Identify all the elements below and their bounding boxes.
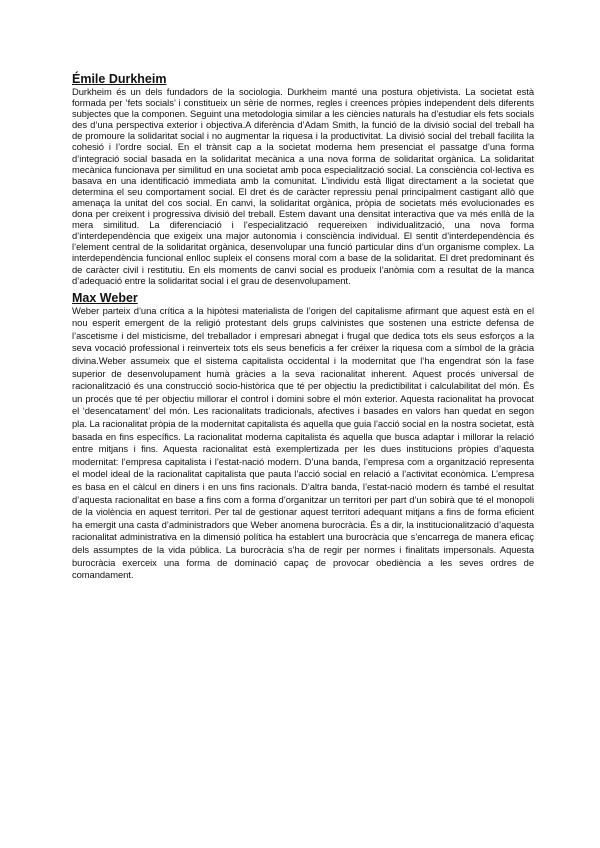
section-title-weber: Max Weber (72, 290, 138, 305)
document-page (72, 72, 534, 582)
section-body-weber: Weber parteix d’una crítica a la hipòtesi materialista de l’origen del capitalisme afirmant que aquest està en el nou esperit emergent de la religió protestant dels grups calvinistes que sostenen una estricte defensa de l’ascetisme i del misticisme, del treballador i empresari abnegat i frugal que dedica tots els seus esforços a la seva vocació professional i reinverteix tots els seus beneficis a fer créixer la riquesa com a símbol de la gràcia divina.Weber assumeix que el sistema capitalista occidental i la modernitat que l’ha engendrat són la fase superior de desenvolupament humà gràcies a la seva racionalitat inherent. Aquest procés universal de racionalització és una construcció socio-històrica que té per objectiu la predictibilitat i calculabilitat del món. És un procés que té per objectiu millorar el control i domini sobre el món exterior. Aquesta racionalitat ha provocat el ‘desencatament’ del món. Les racionalitats tradicionals, afectives i basades en valors han quedat en segon pla. La racionalitat pròpia de la modernitat capitalista és aquella que guia l’acció social en la nostra societat, està basada en fins específics. La racionalitat moderna capitalista és aquella que busca adaptar i millorar la relació entre mitjans i fins. Aquesta racionalitat està exemplertizada per les dues institucions pròpies d’aquesta modernitat: l’empresa capitalista i l’estat-nació modern. D’una banda, l’empresa com a organització representa el model ideal de la racionalitat capitalista que pauta l’acció social en relació a l’activitat econòmica. L’empresa es basa en el càlcul en diners i en uns fins racionals. D’altra banda, l’estat-nació modern és també el resultat d’aquesta racionalitat en base a fins com a forma d’organitzar un territori per part d’un sobirà que té el monopoli de la violència en aquest territori. Per tal de gestionar aquest territori adequant mitjans a fins de forma eficient ha emergit una casta d’administradors que Weber anomena burocràcia. És a dir, la institucionalització d’aquesta racionalitat administrativa en la dimensió política ha establert una burocràcia que s’encarrega de manera eficaç dels assumptes de la vida pública. La burocràcia s’ha de regir per normes i finalitats impersonals. Aquesta burocràcia exerceix una forma de dominació capaç de provocar obediència a les seves ordres de comandament. (72, 304, 534, 581)
section-body-durkheim: Durkheim és un dels fundadors de la sociologia. Durkheim manté una postura objetivista. La societat està formada per ‘fets socials’ i constitueix un sèrie de normes, regles i creences pròpies independent dels diferents subjectes que la componen. Seguint una metodologia similar a les ciències naturals ha d’estudiar els fets socials des d’una perspectiva exterior i objectiva.A diferència d’Adam Smith, la funció de la divisió social del treball ha de promoure la solidaritat social i no augmentar la riquesa i la productivitat. La divisió social del treball facilita la cohesió i l’ordre social. En el trànsit cap a la societat moderna hem presenciat el passatge d’una forma d’integració social basada en la solidaritat mecànica a una nova forma de solidaritat orgànica. La solidaritat mecànica funcionava per similitud en una societat amb poca especialització social. La consciència col·lectiva es basava en una identificació immediata amb la comunitat. L’individu està lligat directament a la societat que determina el seu comportament social. El dret és de caràcter repressiu penal principalment castigant allò que amenaça la unitat del cos social. En canvi, la solidaritat orgànica, pròpia de societats més evolucionades es dona per creixent i progressiva divisió del treball. Estem davant una densitat interactiva que va més enllà de la mera similitud. La diferenciació i l’especialització requereixen individualització, una nova forma d’interdependència que exigeix una major autonomia i consciència individual. El sentit d’interdependència és l’element central de la solidaritat orgànica, desenvolupar una funció particular dins d’un organisme complex. La interdependència funcional enlloc supleix el consens moral com a base de la solidaritat. El dret predominant és de caràcter civil i restitutiu. En els moments de canvi social es produeix l’anòmia com a resultat de la manca d’adequació entre la solidaritat social i el grau de desenvolupament. (72, 86, 534, 286)
section-title-durkheim: Émile Durkheim (72, 72, 167, 86)
